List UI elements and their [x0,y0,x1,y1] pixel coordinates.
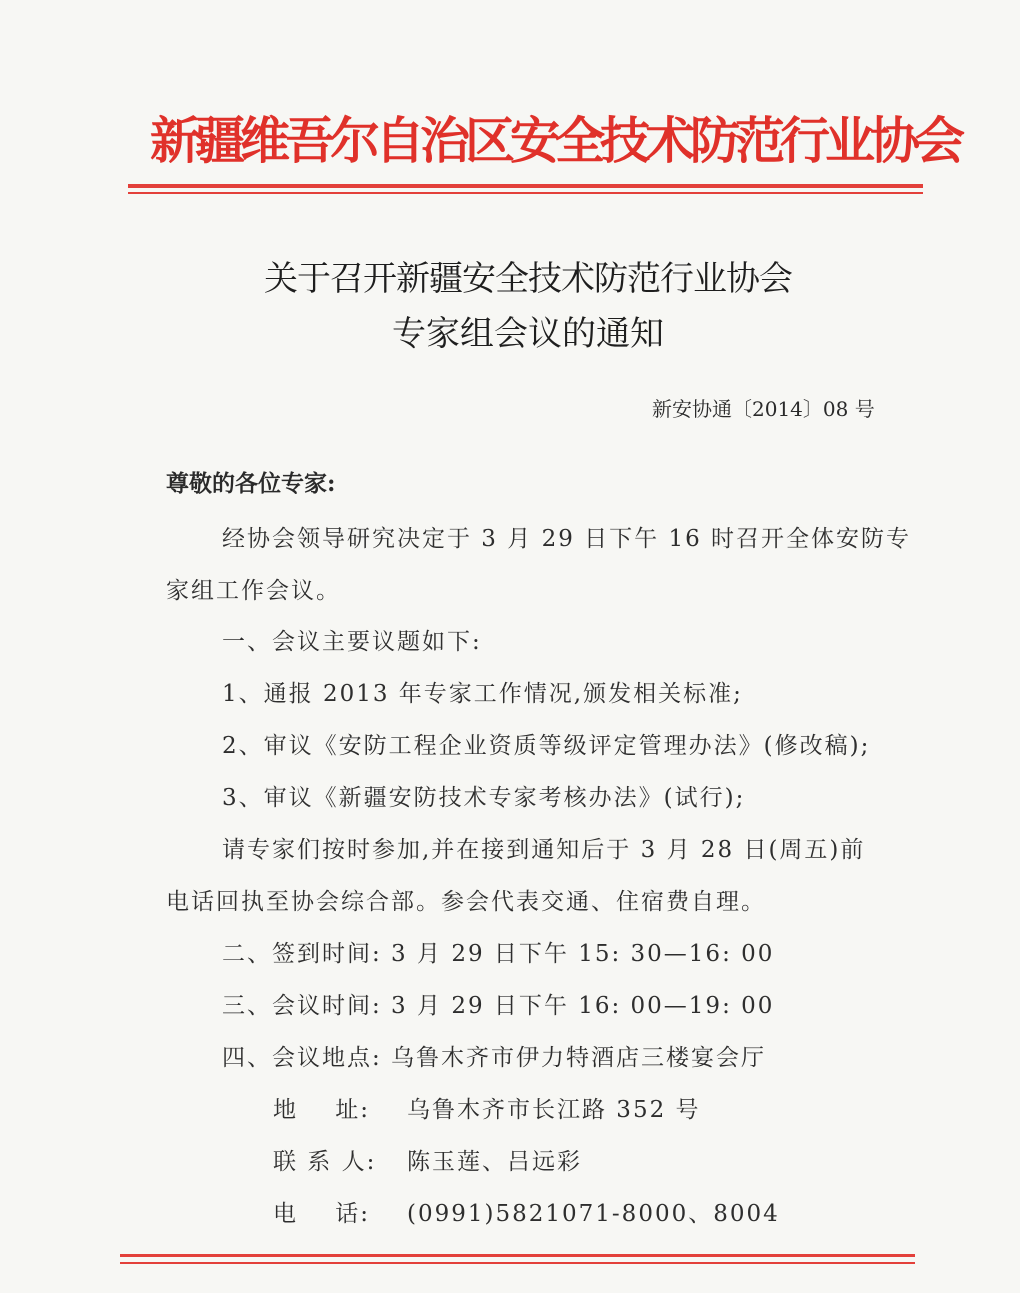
signin-time: 二、签到时间: 3 月 29 日下午 15: 30—16: 00 [222,941,775,967]
document-number: 新安协通〔2014〕08 号 [652,397,875,421]
paragraph-intro-line-1: 经协会领导研究决定于 3 月 29 日下午 16 时召开全体安防专 [222,526,912,552]
agenda-item-2: 2、审议《安防工程企业资质等级评定管理办法》(修改稿); [222,733,871,759]
agenda-heading: 一、会议主要议题如下: [222,629,482,655]
contact-phone [273,1197,780,1231]
address-label: 地 址: [273,1097,370,1123]
notice-title-line-2: 专家组会议的通知 [392,314,664,354]
footer-rule-thick [120,1254,915,1257]
person-label: 联 系 人: [273,1149,377,1175]
paragraph-intro-line-2: 家组工作会议。 [166,578,341,604]
agenda-item-3: 3、审议《新疆安防技术专家考核办法》(试行); [222,785,746,811]
phone-label: 电 话: [273,1201,370,1227]
phone-value: (0991)5821071-8000、8004 [407,1201,780,1227]
meeting-time: 三、会议时间: 3 月 29 日下午 16: 00—19: 00 [222,993,775,1019]
agenda-item-1: 1、通报 2013 年专家工作情况,颁发相关标准; [222,681,743,707]
letterhead-title: 新疆维吾尔自治区安全技术防范行业协会 [150,111,960,170]
contact-address [273,1093,701,1127]
meeting-venue: 四、会议地点: 乌鲁木齐市伊力特酒店三楼宴会厅 [222,1045,767,1071]
notice-title-line-1: 关于召开新疆安全技术防范行业协会 [264,259,792,299]
address-value: 乌鲁木齐市长江路 352 号 [407,1097,701,1123]
paragraph-attendance-line-1: 请专家们按时参加,并在接到通知后于 3 月 28 日(周五)前 [222,837,866,863]
salutation: 尊敬的各位专家: [166,470,336,497]
person-value: 陈玉莲、吕远彩 [407,1149,582,1175]
letterhead-rule-thin [128,192,923,194]
contact-person [273,1145,582,1179]
letterhead-rule-thick [128,184,923,188]
footer-rule-thin [120,1262,915,1264]
paragraph-attendance-line-2: 电话回执至协会综合部。参会代表交通、住宿费自理。 [166,889,766,915]
